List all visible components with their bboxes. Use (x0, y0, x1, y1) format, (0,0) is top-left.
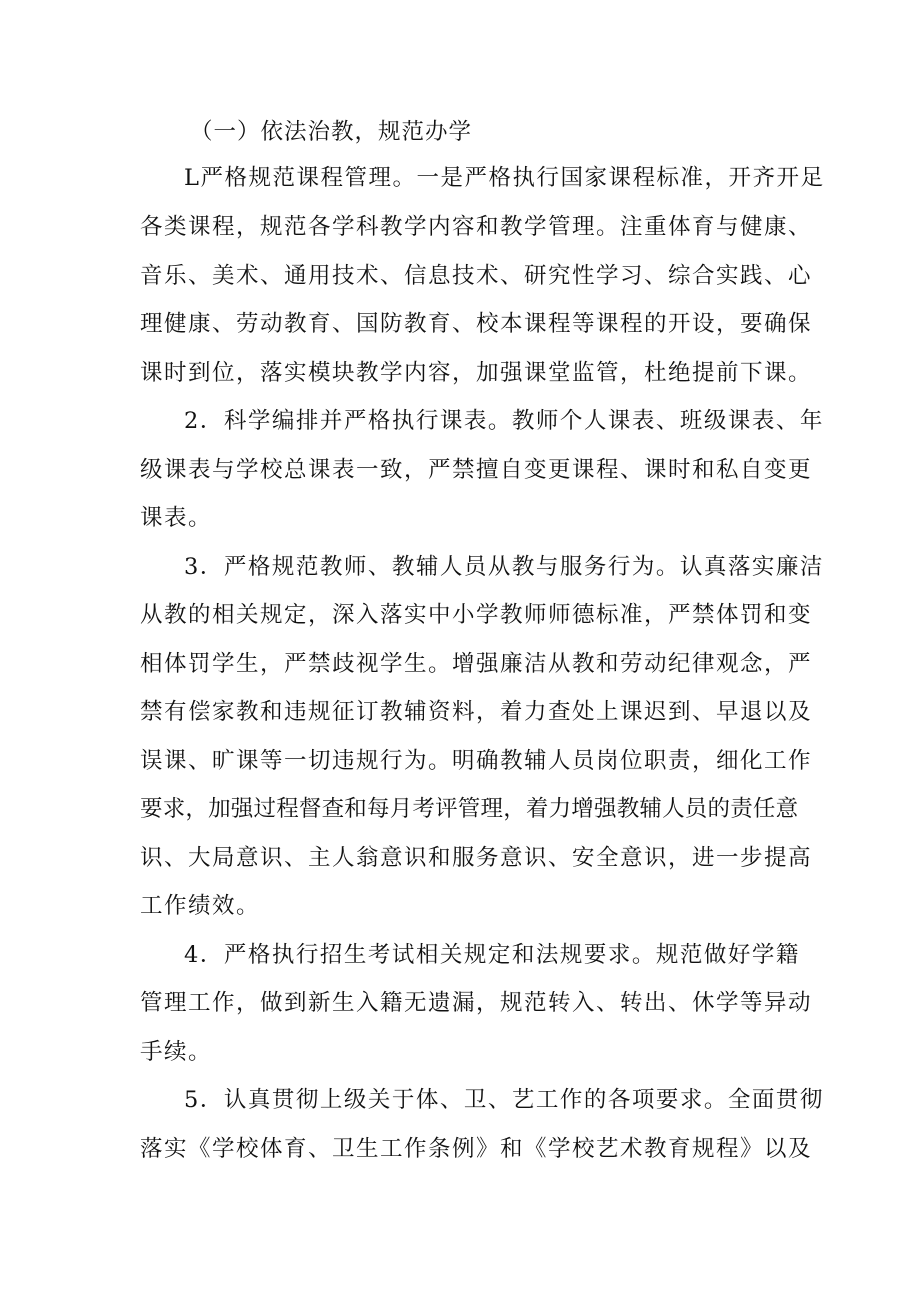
paragraph-line: 从教的相关规定，深入落实中小学教师师德标准，严禁体罚和变 (140, 602, 813, 628)
paragraph-line: 课表。 (140, 505, 213, 531)
paragraph-line: 要求，加强过程督查和每月考评管理，着力增强教辅人员的责任意 (140, 796, 799, 822)
paragraph-line: 音乐、美术、通用技术、信息技术、研究性学习、综合实践、心 (140, 263, 813, 289)
paragraph-line: 2．科学编排并严格执行课表。教师个人课表、班级课表、年 (184, 408, 824, 434)
paragraph-line: 5．认真贯彻上级关于体、卫、艺工作的各项要求。全面贯彻 (184, 1087, 824, 1113)
paragraph-line: 误课、旷课等一切违规行为。明确教辅人员岗位职责，细化工作 (140, 748, 813, 774)
section-heading: （一）依法治教，规范办学 (190, 119, 473, 145)
paragraph-line: 各类课程，规范各学科教学内容和教学管理。注重体育与健康、 (140, 214, 813, 240)
paragraph-line: 识、大局意识、主人翁意识和服务意识、安全意识，进一步提高 (140, 845, 813, 871)
paragraph-line: 3．严格规范教师、教辅人员从教与服务行为。认真落实廉洁 (184, 554, 824, 580)
paragraph-line: 相体罚学生，严禁歧视学生。增强廉洁从教和劳动纪律观念，严 (140, 651, 813, 677)
paragraph-line: 4．严格执行招生考试相关规定和法规要求。规范做好学籍 (184, 942, 800, 968)
paragraph-line: 禁有偿家教和违规征订教辅资料，着力查处上课迟到、早退以及 (140, 699, 813, 725)
paragraph-line: 课时到位，落实模块教学内容，加强课堂监管，杜绝提前下课。 (140, 360, 813, 386)
paragraph-line: 理健康、劳动教育、国防教育、校本课程等课程的开设，要确保 (140, 311, 813, 337)
paragraph-line: L严格规范课程管理。一是严格执行国家课程标准，开齐开足 (184, 165, 825, 191)
paragraph-line: 级课表与学校总课表一致，严禁擅自变更课程、课时和私自变更 (140, 457, 813, 483)
paragraph-line: 管理工作，做到新生入籍无遗漏，规范转入、转出、休学等异动 (140, 990, 813, 1016)
paragraph-line: 落实《学校体育、卫生工作条例》和《学校艺术教育规程》以及 (140, 1136, 813, 1162)
paragraph-line: 手续。 (140, 1039, 213, 1065)
paragraph-line: 工作绩效。 (140, 893, 261, 919)
